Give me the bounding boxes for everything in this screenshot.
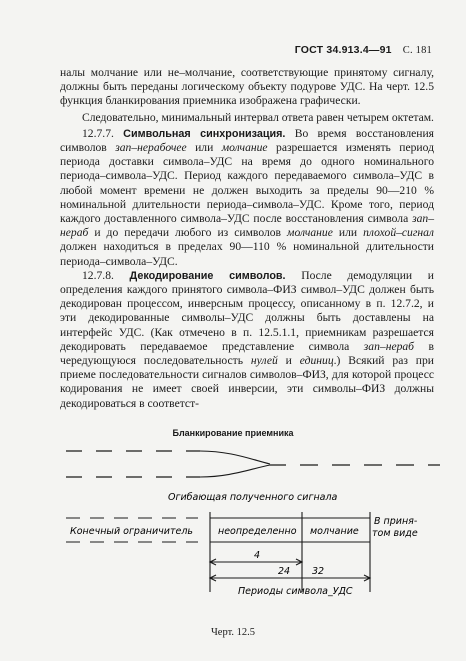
segment-undefined: неопределенно [218,526,297,537]
section-heading: Декодирование символов. [129,269,286,282]
figure-caption: Черт. 12.5 [210,627,256,638]
envelope-lower-curve [200,465,270,477]
segment-silence: молчание [310,526,359,537]
dimension-24-label: 24 [278,566,291,577]
text-run: разрешается изменять период периода доставки символа–УДС на время до одного номинального периода–символа–УДС. Период каждого передаваемого символа–УДС в любой момент времени не должен выходить за пределы 90—210 % номинальной длительности периода–символа–УДС. Кроме того, период каждого доставленного символа–УДС после восстановления символа [60,141,434,226]
text-run: После демодуляции и определения каждого принятого символа–ФИЗ символ–УДС должен быть декодирован процессом, инверсным процессу, описанному в п. 12.7.2, и эти декодированные символы–УДС должны быть доставлены на интерфейс УДС. (Как отмечено в п. 12.5.1.1, приемникам разрешается декодировать передаваемое представление символа [60,268,434,353]
italic-term: зап–нерабочее [115,141,187,155]
section-number: 12.7.8. [82,268,114,282]
text-run: или [332,226,364,240]
italic-term: зап–нераб [60,212,434,240]
segment-received-text-line2: том виде [372,528,418,539]
envelope-upper-curve [200,451,270,464]
text-run: и до передачи любого из символов [88,226,288,240]
dimension-32-label: 32 [312,566,325,577]
text-run: и [277,354,300,368]
standard-number: ГОСТ 34.913.4—91 [294,44,392,56]
segment-received [372,516,420,539]
paragraph: Следовательно, минимальный интервал ответа равен четырем октетам. [82,110,434,124]
segment-received-text: В приня- [374,516,418,527]
text-run: или [186,141,222,155]
italic-term: молчание [221,141,268,155]
section-number: 12.7.7. [82,126,114,140]
italic-term: единиц [299,354,334,368]
italic-term: плохой–сигнал [363,226,434,240]
italic-term: молчание [287,226,333,240]
italic-term: зап–нераб [363,339,415,353]
text-run: Во время восстановления символов [60,126,434,155]
section-heading: Символьная синхронизация. [123,127,286,140]
segment-final-limiter: Конечный ограничитель [70,526,194,537]
text-run: .) Всякий раз при приеме последовательности сигналов символов–ФИЗ, для которой процесс кодирования не имеет своей инверсии, эти символы–ФИЗ должны декодироваться в соответст- [60,354,435,410]
page-number: С. 181 [402,45,432,56]
dimension-4-label: 4 [254,550,261,561]
text-run: в чередующуюся последовательность [60,339,434,368]
text-run: должен находиться в пределах 90—110 % номинальной длительности периода–символа–УДС. [60,240,434,268]
paragraph: налы молчание или не–молчание, соответствующие принятому сигналу, должны быть переданы логическому объекту подурове УДС. На черт. 12.5 функция бланкирования приемника изображена графически. [60,66,434,108]
envelope-label: Огибающая полученного сигнала [168,492,338,503]
figure-title: Бланкирование приемника [172,428,294,438]
periods-label: Периоды символа_УДС [238,586,353,597]
italic-term: нулей [250,354,278,368]
